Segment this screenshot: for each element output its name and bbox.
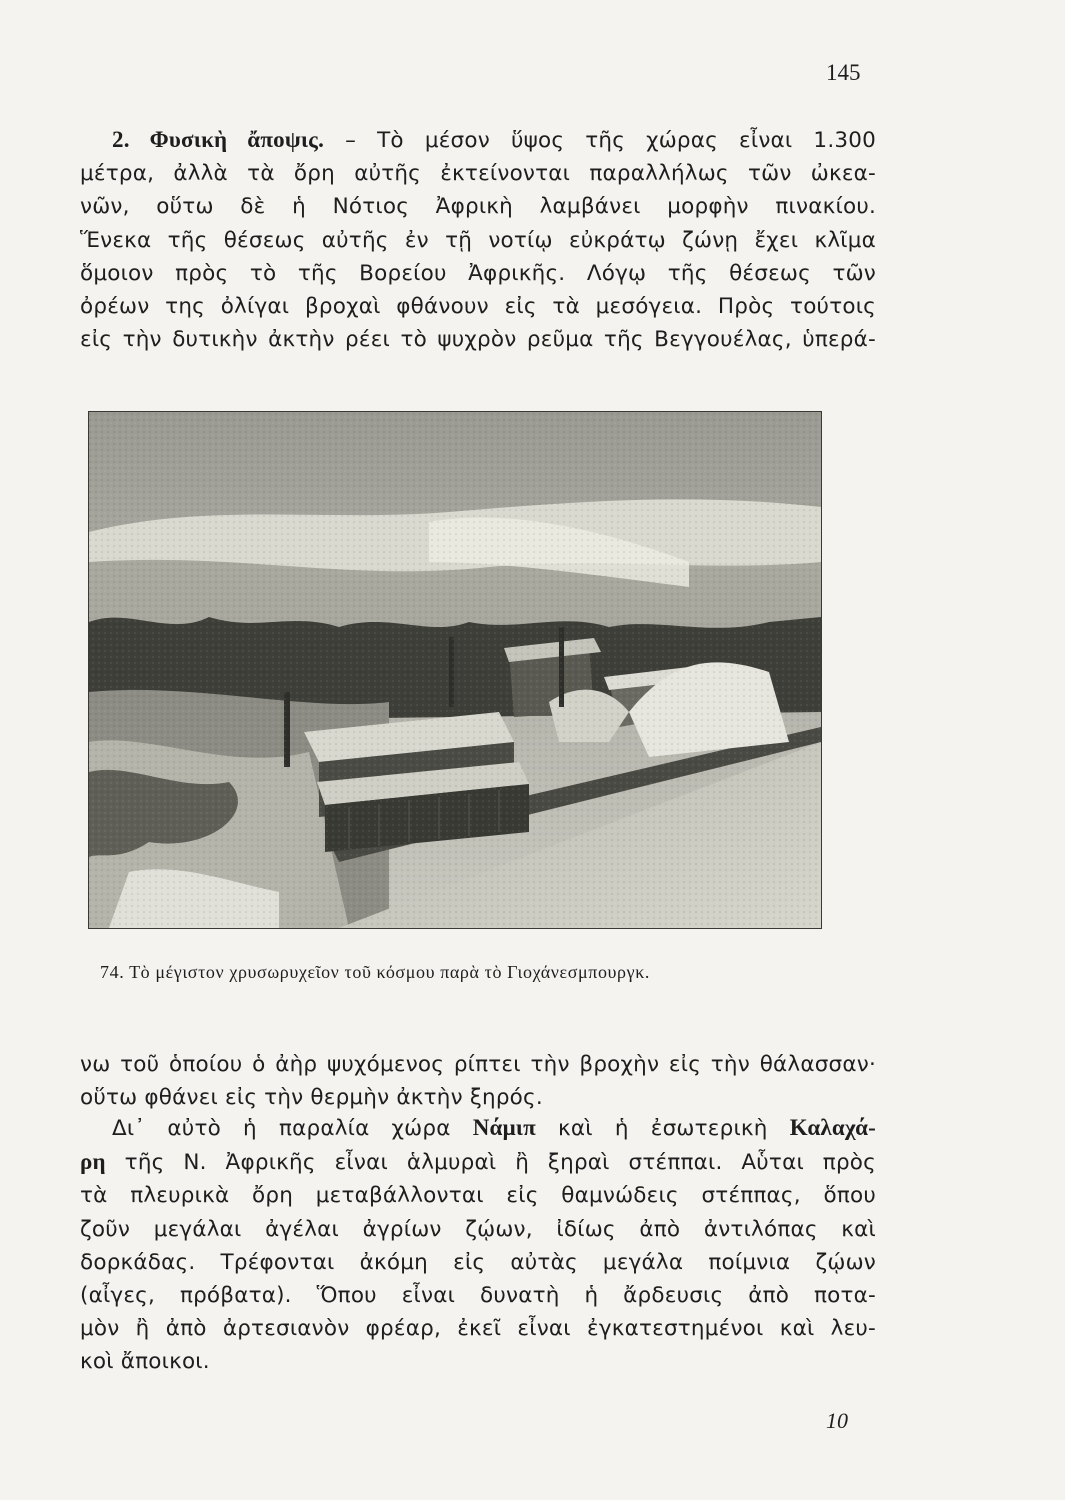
line-text: – Τὸ μέσον ὕψος τῆς χώρας εἶναι 1.300 bbox=[345, 128, 876, 153]
paragraph-continuation bbox=[80, 1048, 876, 1114]
paragraph-line: νω τοῦ ὁποίου ὁ ἀὴρ ψυχόμενος ρίπτει τὴν βροχὴν εἰς τὴν θάλασσαν· bbox=[80, 1052, 876, 1077]
paragraph-line: κοὶ ἄποικοι. bbox=[80, 1349, 210, 1375]
paragraph-physical-features bbox=[80, 123, 876, 356]
line-text: καὶ ἡ ἐσωτερικὴ bbox=[558, 1116, 768, 1141]
paragraph-namib-kalahari bbox=[80, 1111, 876, 1379]
paragraph-line: ζοῦν μεγάλαι ἀγέλαι ἀγρίων ζῴων, ἰδίως ἀπὸ ἀντιλόπας καὶ bbox=[80, 1216, 876, 1242]
line-text: Δι᾽ αὐτὸ ἡ παραλία χώρα bbox=[112, 1116, 451, 1141]
term-namib: Νάμιπ bbox=[472, 1115, 536, 1140]
paragraph-line: τὰ πλευρικὰ ὄρη μεταβάλλονται εἰς θαμνώδεις στέππας, ὅπου bbox=[80, 1183, 876, 1209]
signature-mark: 10 bbox=[826, 1408, 848, 1433]
paragraph-line: δορκάδας. Τρέφονται ἀκόμη εἰς αὐτὰς μεγάλα ποίμνια ζῴων bbox=[80, 1249, 876, 1275]
section-heading: 2. Φυσικὴ ἄποψις. bbox=[112, 127, 325, 152]
term-kalahari: Καλαχά- bbox=[789, 1115, 877, 1140]
paragraph-line: ὅμοιον πρὸς τὸ τῆς Βορείου Ἀφρικῆς. Λόγῳ τῆς θέσεως τῶν bbox=[80, 260, 876, 286]
paragraph-line: νῶν, οὕτω δὲ ἡ Νότιος Ἀφρικὴ λαμβάνει μορφὴν πινακίου. bbox=[80, 194, 876, 220]
paragraph-line bbox=[80, 1145, 876, 1179]
line-text: τῆς Ν. Ἀφρικῆς εἶναι ἁλμυραὶ ἢ ξηραὶ στέππαι. Αὗται πρὸς bbox=[124, 1150, 876, 1176]
paragraph-line: ὀρέων της ὀλίγαι βροχαὶ φθάνουν εἰς τὰ μεσόγεια. Πρὸς τούτοις bbox=[80, 294, 876, 320]
figure-caption: 74. Τὸ μέγιστον χρυσωρυχεῖον τοῦ κόσμου παρὰ τὸ Γιοχάνεσμπουργκ. bbox=[100, 962, 650, 982]
paragraph-line bbox=[80, 1111, 876, 1145]
term-kalahari-end: ρη bbox=[80, 1149, 106, 1175]
page-number: 145 bbox=[826, 60, 861, 85]
paragraph-line: μέτρα, ἀλλὰ τὰ ὄρη αὐτῆς ἐκτείνονται παραλλήλως τῶν ὠκεα- bbox=[80, 161, 876, 187]
paragraph-line: μὸν ἢ ἀπὸ ἀρτεσιανὸν φρέαρ, ἐκεῖ εἶναι ἐγκατεστημένοι καὶ λευ- bbox=[80, 1316, 876, 1342]
paragraph-line bbox=[80, 123, 876, 157]
gold-mine-photograph bbox=[88, 411, 822, 929]
paragraph-line: οὕτω φθάνει εἰς τὴν θερμὴν ἀκτὴν ξηρός. bbox=[80, 1085, 543, 1111]
paragraph-line: Ἕνεκα τῆς θέσεως αὐτῆς ἐν τῇ νοτίῳ εὐκράτῳ ζώνῃ ἔχει κλῖμα bbox=[80, 227, 876, 253]
paragraph-line: εἰς τὴν δυτικὴν ἀκτὴν ρέει τὸ ψυχρὸν ρεῦμα τῆς Βεγγουέλας, ὑπερά- bbox=[80, 327, 876, 353]
paragraph-line: (αἶγες, πρόβατα). Ὅπου εἶναι δυνατὴ ἡ ἄρδευσις ἀπὸ ποτα- bbox=[80, 1283, 876, 1309]
